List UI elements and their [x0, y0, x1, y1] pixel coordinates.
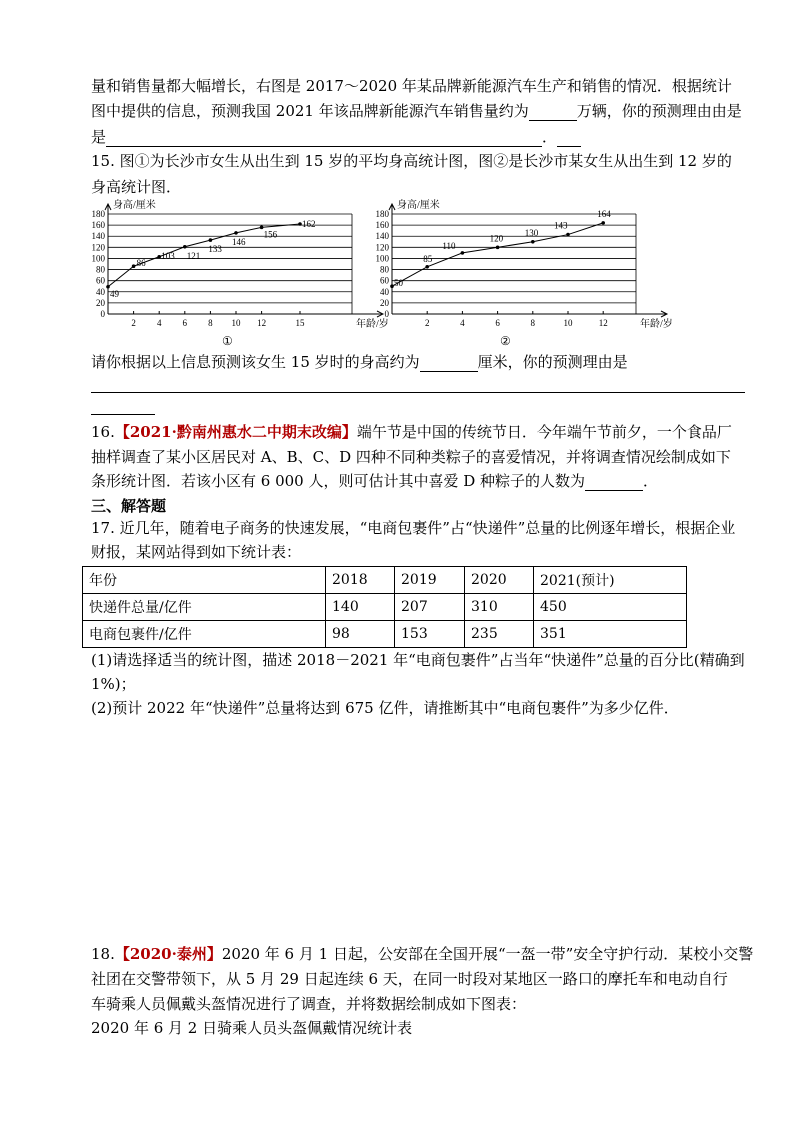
q17-part1: (1)请选择适当的统计图，描述 2018－2021 年“电商包裹件”占当年“快递件”总量的百分比(精确到: [91, 651, 745, 669]
y-tick-label: 80: [380, 264, 389, 275]
q18-line3: 车骑乘人员佩戴头盔情况进行了调查，并将数据绘制成如下图表：: [91, 995, 527, 1013]
q17-line2: 财报，某网站得到如下统计表：: [91, 543, 302, 561]
height-chart-1: [88, 195, 389, 335]
y-tick-label: 140: [91, 231, 105, 242]
height-chart-2: [372, 195, 672, 335]
y-axis-label: 身高/厘米: [113, 200, 156, 211]
express-table: [82, 566, 687, 648]
y-tick-label: 0: [100, 309, 105, 319]
q14-line3: [91, 127, 581, 147]
q17-line1: 17. 近几年，随着电子商务的快速发展，“电商包裹件”占“快递件”总量的比例逐年增长，根据企业: [91, 519, 736, 537]
chart2-caption: ②: [500, 334, 511, 348]
answer-blank[interactable]: [585, 474, 643, 491]
data-label: 85: [423, 253, 433, 264]
q16-line3: [91, 471, 658, 491]
q16-source: 【2021·黔南州惠水二中期末改编】: [114, 423, 357, 441]
q14-line2-text2: 万辆，你的预测理由由是: [576, 102, 742, 120]
data-point: [601, 221, 605, 225]
table-cell: 2020: [465, 567, 534, 594]
x-tick-label: 12: [598, 318, 608, 328]
x-tick-label: 12: [257, 318, 267, 328]
data-label: 50: [394, 278, 403, 289]
data-label: 133: [208, 244, 222, 255]
data-label: 146: [232, 236, 246, 247]
q17-part1-cont: 1%)；: [91, 675, 136, 693]
x-tick-label: 2: [424, 318, 430, 328]
answer-blank-tail[interactable]: [557, 130, 581, 147]
q15-question-text: 请你根据以上信息预测该女生 15 岁时的身高约为: [91, 353, 420, 371]
data-label: 86: [136, 258, 146, 269]
table-cell: 207: [395, 594, 465, 621]
q14-line1: 量和销售量都大幅增长，右图是 2017～2020 年某品牌新能源汽车生产和销售的情况．根据统计: [91, 77, 732, 95]
x-tick-label: 10: [563, 318, 573, 328]
q15-line2: 身高统计图．: [91, 178, 182, 196]
table-cell: 电商包裹件/亿件: [83, 621, 326, 648]
table-cell: 153: [395, 621, 465, 648]
x-tick-label: 8: [208, 318, 213, 328]
y-tick-label: 20: [96, 297, 105, 308]
q18-source: 【2020·泰州】: [114, 945, 222, 963]
q16-text: 端午节是中国的传统节日．今年端午节前夕，一个食品厂: [356, 423, 732, 441]
data-point: [566, 233, 570, 237]
data-point: [425, 265, 429, 269]
q16-number: 16.: [91, 423, 115, 441]
table-cell: 351: [534, 621, 687, 648]
table-cell: 2019: [395, 567, 465, 594]
q17-part2: (2)预计 2022 年“快递件”总量将达到 675 亿件，请推断其中“电商包裹件”为多少亿件．: [91, 699, 679, 717]
x-tick-label: 4: [460, 318, 465, 328]
y-tick-label: 80: [96, 264, 105, 275]
y-tick-label: 0: [384, 309, 389, 319]
q15-question-text2: 厘米，你的预测理由是: [477, 353, 628, 371]
data-label: 121: [186, 250, 201, 261]
table-cell: 2018: [326, 567, 395, 594]
table-row: [83, 594, 687, 621]
y-axis-label: 身高/厘米: [397, 200, 440, 211]
y-tick-label: 120: [91, 242, 105, 253]
y-tick-label: 60: [380, 275, 389, 286]
data-label: 162: [302, 219, 316, 229]
data-label: 156: [263, 229, 278, 240]
q14-line3-text: 是: [91, 128, 107, 146]
q18-line4: 2020 年 6 月 2 日骑乘人员头盔佩戴情况统计表: [91, 1019, 413, 1037]
y-tick-label: 60: [96, 275, 105, 286]
data-label: 110: [442, 240, 456, 251]
y-tick-label: 100: [91, 253, 105, 264]
data-point: [496, 246, 500, 250]
table-row: [83, 621, 687, 648]
table-cell: 年份: [83, 567, 326, 594]
answer-line-long[interactable]: [91, 392, 745, 393]
table-cell: 450: [534, 594, 687, 621]
y-tick-label: 180: [91, 209, 105, 219]
table-cell: 快递件总量/亿件: [83, 594, 326, 621]
section-title: 三、解答题: [91, 497, 167, 515]
q16-line3-end: ．: [643, 472, 659, 490]
q16-line2: 抽样调查了某小区居民对 A、B、C、D 四种不同种类粽子的喜爱情况，并将调查情况绘制成如下: [91, 448, 731, 466]
q16-line1: [91, 422, 732, 442]
y-tick-label: 40: [380, 286, 389, 297]
y-tick-label: 160: [91, 220, 105, 231]
data-point: [209, 238, 213, 242]
chart1-caption: ①: [222, 334, 233, 348]
y-tick-label: 20: [380, 297, 389, 308]
data-label: 103: [161, 250, 175, 261]
q15-line1: 15. 图①为长沙市女生从出生到 15 岁的平均身高统计图，图②是长沙市某女生从出生到 12 岁的: [91, 152, 732, 170]
answer-blank[interactable]: [420, 355, 478, 372]
data-label: 130: [524, 227, 539, 238]
data-point: [461, 251, 465, 255]
y-tick-label: 120: [375, 242, 389, 253]
x-tick-label: 8: [530, 318, 536, 328]
q15-question: [91, 352, 628, 372]
y-tick-label: 100: [375, 253, 389, 264]
data-label: 164: [597, 208, 611, 219]
table-cell: 140: [326, 594, 395, 621]
x-axis-label: 年龄/岁: [356, 319, 389, 330]
q14-line2-text: 图中提供的信息，预测我国 2021 年该品牌新能源汽车销售量约为: [91, 102, 529, 120]
data-point: [531, 240, 535, 244]
table-cell: 2021(预计): [534, 567, 687, 594]
answer-blank[interactable]: [529, 104, 577, 121]
table-cell: 235: [465, 621, 534, 648]
data-point: [183, 245, 187, 249]
x-tick-label: 10: [231, 318, 241, 328]
q14-line3-end: ．: [542, 128, 558, 146]
y-tick-label: 140: [375, 231, 389, 242]
table-header-row: [83, 567, 687, 594]
q18-number: 18.: [91, 945, 115, 963]
y-tick-label: 40: [96, 286, 105, 297]
x-tick-label: 15: [295, 318, 305, 328]
table-cell: 98: [326, 621, 395, 648]
q18-line1: [91, 944, 753, 964]
data-point: [132, 264, 136, 268]
x-tick-label: 4: [156, 318, 162, 328]
answer-blank[interactable]: [106, 130, 542, 147]
x-axis-label: 年龄/岁: [640, 319, 673, 330]
y-tick-label: 160: [375, 220, 389, 231]
q14-line2: [91, 101, 742, 121]
x-tick-label: 6: [495, 318, 500, 328]
data-label: 49: [110, 288, 119, 299]
data-label: 143: [554, 220, 568, 231]
q18-text: 2020 年 6 月 1 日起，公安部在全国开展“一盔一带”安全守护行动．某校小交警: [221, 945, 754, 963]
data-point: [234, 231, 238, 235]
y-tick-label: 180: [375, 209, 389, 219]
x-tick-label: 2: [131, 318, 136, 328]
q16-line3-text: 条形统计图．若该小区有 6 000 人，则可估计其中喜爱 D 种粽子的人数为: [91, 472, 586, 490]
data-label: 120: [489, 233, 504, 244]
x-tick-label: 6: [182, 318, 188, 328]
q18-line2: 社团在交警带领下，从 5 月 29 日起连续 6 天，在同一时段对某地区一路口的摩托车和电动自行: [91, 970, 728, 988]
table-cell: 310: [465, 594, 534, 621]
answer-line-short[interactable]: [91, 414, 155, 415]
